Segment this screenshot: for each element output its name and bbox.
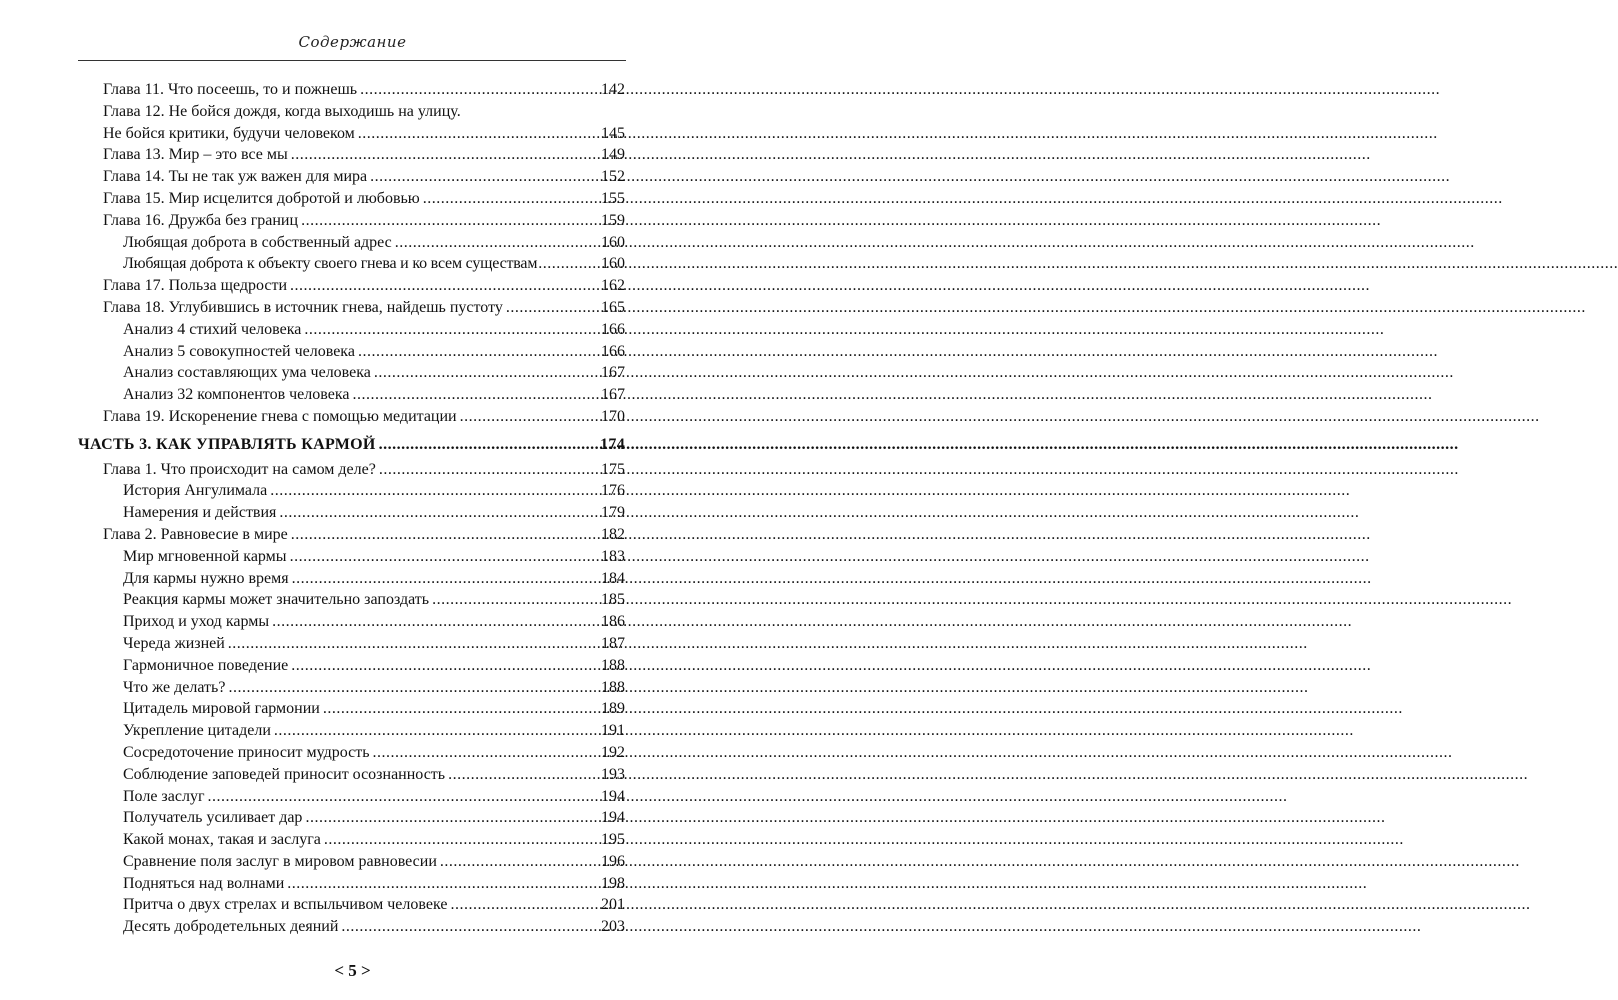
toc-entry-page: 201 [601, 896, 625, 914]
dot-leader [440, 851, 598, 873]
toc-entry-section[interactable] [103, 786, 625, 808]
toc-entry-section[interactable] [103, 655, 625, 677]
dot-leader [370, 166, 598, 188]
toc-entry-page: 193 [601, 765, 625, 783]
dot-leader [324, 829, 598, 851]
dot-leader [360, 79, 598, 101]
toc-entry-section[interactable] [103, 319, 625, 341]
toc-entry-title: Десять добродетельных деяний [123, 918, 339, 936]
dot-leader [374, 362, 598, 384]
dot-leader [291, 655, 598, 677]
toc-entry-section[interactable] [103, 502, 625, 524]
dot-leader [228, 633, 598, 655]
toc-entry-title: Поле заслуг [123, 787, 205, 805]
toc-entry-section[interactable] [103, 253, 625, 275]
toc-entry-title: Соблюдение заповедей приносит осознанность [123, 765, 446, 783]
toc-entry-title: Приход и уход кармы [123, 613, 270, 631]
toc-entry-title: Глава 15. Мир исцелится добротой и любовью [103, 189, 420, 207]
toc-entry-chapter-2[interactable] [103, 524, 625, 546]
dot-leader [460, 406, 598, 428]
toc-entry-page: 175 [601, 460, 625, 478]
page-number: < 5 > [334, 961, 371, 980]
toc-entry-page: 145 [601, 124, 625, 142]
toc-entry-section[interactable] [103, 341, 625, 363]
toc-entry-title: Глава 2. Равновесие в мире [103, 525, 288, 543]
dot-leader [291, 144, 598, 166]
toc-entry-title: Для кармы нужно время [123, 569, 289, 587]
toc-entry-title: Получатель усиливает дар [123, 809, 303, 827]
toc-entry-page: 167 [601, 386, 625, 404]
toc-entry-page: 182 [601, 525, 625, 543]
toc-entry-title: Глава 14. Ты не так уж важен для мира [103, 168, 368, 186]
toc-entry-title: Глава 18. Углубившись в источник гнева, найдешь пустоту [103, 298, 503, 316]
toc-entry-section[interactable] [103, 546, 625, 568]
dot-leader [373, 742, 598, 764]
toc-entry-page: 194 [601, 809, 625, 827]
toc-entry-page: 184 [601, 569, 625, 587]
toc-entry-title: Анализ 5 совокупностей человека [123, 342, 355, 360]
dot-leader [287, 873, 598, 895]
dot-leader [228, 677, 598, 699]
toc-entry-title: Глава 13. Мир – это все мы [103, 146, 288, 164]
toc-entry-section[interactable] [103, 362, 625, 384]
dot-leader [301, 210, 598, 232]
toc-entry-section[interactable] [103, 589, 625, 611]
dot-leader [395, 232, 598, 254]
toc-entry-title: Анализ составляющих ума человека [123, 364, 371, 382]
toc-entry-page: 188 [601, 656, 625, 674]
dot-leader [506, 297, 598, 319]
toc-entry-title: Глава 12. Не бойся дождя, когда выходишь на улицу. [103, 102, 461, 120]
toc-entry-page: 183 [601, 547, 625, 565]
toc-entry-title: Глава 11. Что посеешь, то и пожнешь [103, 81, 358, 98]
toc-entry-title: Глава 19. Искоренение гнева с помощью медитации [103, 407, 457, 425]
toc-entry-page: 166 [601, 320, 625, 338]
running-head: Содержание [298, 33, 407, 51]
toc-entry-section[interactable] [103, 384, 625, 406]
toc-entry-chapter-16[interactable] [103, 210, 625, 232]
toc-entry-page: 155 [601, 189, 625, 207]
toc-entry-chapter-18[interactable] [103, 297, 625, 319]
toc-entry-page: 160 [601, 233, 625, 251]
dot-leader [432, 589, 598, 611]
toc-entry-chapter-11[interactable] [103, 79, 625, 101]
toc-entry-title: Любящая доброта в собственный адрес [123, 233, 392, 251]
toc-entry-page: 185 [601, 591, 625, 609]
dot-leader [450, 894, 598, 916]
toc-entry-title: Череда жизней [123, 634, 225, 652]
toc-entry-chapter-1[interactable] [103, 459, 625, 481]
toc-entry-chapter-19[interactable] [103, 406, 625, 428]
toc-entry-title: Анализ 4 стихий человека [123, 320, 302, 338]
toc-entry-page: 166 [601, 342, 625, 360]
dot-leader [538, 253, 600, 275]
dot-leader [270, 480, 598, 502]
toc-entry-section[interactable] [103, 568, 625, 590]
toc-entry-page: 196 [601, 852, 625, 870]
dot-leader [358, 341, 598, 363]
toc-entry-page: 187 [601, 634, 625, 652]
dot-leader [423, 188, 598, 210]
toc-entry-page: 176 [601, 482, 625, 500]
toc-entry-title: Подняться над волнами [123, 874, 285, 892]
toc-entry-page: 191 [601, 722, 625, 740]
toc-entry-section[interactable] [103, 633, 625, 655]
toc-entry-chapter-14[interactable] [103, 166, 625, 188]
toc-entry-page: 149 [601, 146, 625, 164]
dot-leader [274, 720, 598, 742]
dot-leader [352, 384, 598, 406]
toc-entry-page: 186 [601, 613, 625, 631]
dot-leader [208, 786, 599, 808]
dot-leader [272, 611, 598, 633]
dot-leader [291, 524, 598, 546]
table-of-contents [78, 79, 625, 938]
toc-entry-title: Цитадель мировой гармонии [123, 700, 320, 718]
toc-entry-title: Гармоничное поведение [123, 656, 289, 674]
toc-entry-title: Притча о двух стрелах и вспыльчивом человеке [123, 896, 448, 914]
toc-entry-title: Мир мгновенной кармы [123, 547, 287, 565]
toc-entry-title: Сравнение поля заслуг в мировом равновесии [123, 852, 437, 870]
toc-entry-page: 170 [601, 407, 625, 425]
toc-entry-title: Какой монах, такая и заслуга [123, 831, 321, 849]
toc-entry-section[interactable] [103, 232, 625, 254]
toc-entry-title: Глава 16. Дружба без границ [103, 211, 299, 229]
toc-entry-title: Укрепление цитадели [123, 722, 271, 740]
dot-leader [379, 434, 597, 456]
toc-entry-chapter-15[interactable] [103, 188, 625, 210]
toc-entry-title: История Ангулимала [123, 482, 268, 500]
toc-entry-chapter-12[interactable] [103, 101, 625, 123]
dot-leader [341, 916, 598, 938]
toc-entry-page: 167 [601, 364, 625, 382]
toc-entry-section[interactable] [103, 764, 625, 786]
toc-entry-section[interactable] [103, 611, 625, 633]
toc-entry-section[interactable] [103, 742, 625, 764]
toc-entry-section[interactable] [103, 677, 625, 699]
toc-entry-title: Любящая доброта к объекту своего гнева и ко всем существам [123, 255, 538, 273]
toc-entry-title: Анализ 32 компонентов человека [123, 386, 350, 404]
header-rule [78, 60, 626, 61]
dot-leader [323, 698, 598, 720]
toc-entry-title: Реакция кармы может значительно запоздать [123, 591, 430, 609]
toc-entry-section[interactable] [103, 807, 625, 829]
toc-entry-section[interactable] [103, 851, 625, 873]
toc-entry-section[interactable] [103, 916, 625, 938]
toc-entry-section[interactable] [103, 698, 625, 720]
toc-entry-chapter-13[interactable] [103, 144, 625, 166]
toc-part-title: ЧАСТЬ 3. КАК УПРАВЛЯТЬ КАРМОЙ [78, 435, 376, 453]
toc-entry-section[interactable] [103, 720, 625, 742]
toc-entry-page: 165 [601, 298, 625, 316]
dot-leader [292, 568, 598, 590]
toc-entry-title: Не бойся критики, будучи человеком [103, 124, 355, 142]
toc-entry-page: 198 [601, 874, 625, 892]
toc-entry-page: 179 [601, 504, 625, 522]
dot-leader [290, 546, 598, 568]
toc-entry-section[interactable] [103, 873, 625, 895]
toc-entry-title: Намерения и действия [123, 504, 277, 522]
toc-entry-page: 192 [601, 743, 625, 761]
toc-part-page: 174 [600, 435, 625, 453]
toc-entry-page: 162 [601, 277, 625, 295]
toc-entry-title: Что же делать? [123, 678, 226, 696]
toc-entry-chapter-12-cont[interactable] [103, 123, 625, 145]
toc-entry-page: 159 [601, 211, 625, 229]
toc-entry-page: 195 [601, 831, 625, 849]
dot-leader [290, 275, 598, 297]
toc-entry-page: 142 [601, 81, 625, 98]
dot-leader [279, 502, 598, 524]
toc-entry-page: 203 [601, 918, 625, 936]
toc-entry-page: 194 [601, 787, 625, 805]
toc-entry-section[interactable] [103, 829, 625, 851]
dot-leader [448, 764, 598, 786]
dot-leader [358, 123, 598, 145]
dot-leader [305, 807, 598, 829]
dot-leader [379, 459, 598, 481]
toc-entry-part-3[interactable] [78, 434, 625, 456]
toc-entry-chapter-17[interactable] [103, 275, 625, 297]
toc-entry-page: 189 [601, 700, 625, 718]
toc-entry-title: Глава 1. Что происходит на самом деле? [103, 460, 376, 478]
toc-entry-section[interactable] [103, 894, 625, 916]
dot-leader [304, 319, 598, 341]
toc-entry-title: Глава 17. Польза щедрости [103, 277, 288, 295]
toc-entry-section[interactable] [103, 480, 625, 502]
toc-entry-page: 160 [601, 255, 625, 273]
toc-entry-page: 188 [601, 678, 625, 696]
toc-entry-page: 152 [601, 168, 625, 186]
toc-entry-title: Сосредоточение приносит мудрость [123, 743, 370, 761]
